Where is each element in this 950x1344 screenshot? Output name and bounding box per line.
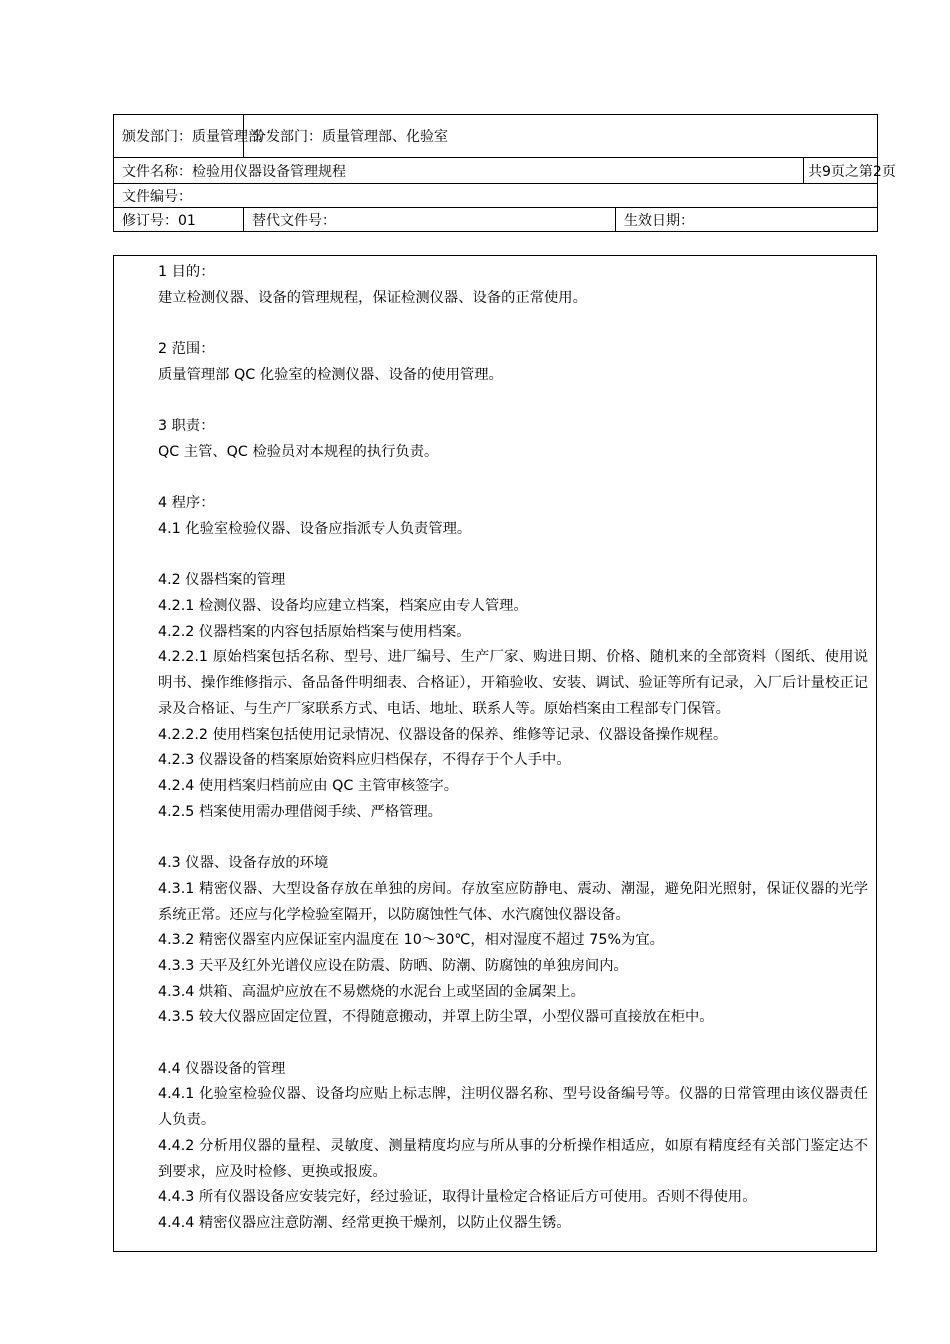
section-paragraph: 4.2.1 检测仪器、设备均应建立档案，档案应由专人管理。 — [158, 598, 528, 615]
section-paragraph: 建立检测仪器、设备的管理规程，保证检测仪器、设备的正常使用。 — [158, 289, 587, 306]
section-paragraph: 4.2.3 仪器设备的档案原始资料应归档保存，不得存于个人手中。 — [158, 752, 571, 769]
section-paragraph: 4.2.2 仪器档案的内容包括原始档案与使用档案。 — [158, 623, 471, 640]
replaces-document: 替代文件号： — [244, 208, 616, 232]
section-paragraph: 4.4.4 精密仪器应注意防潮、经常更换干燥剂，以防止仪器生锈。 — [158, 1214, 571, 1231]
revision-number: 修订号：01 — [114, 208, 244, 232]
section-heading: 1 目的： — [158, 264, 215, 280]
document-number: 文件编号： — [114, 184, 878, 208]
document-body — [113, 255, 877, 1252]
section-paragraph: 4.4.1 化验室检验仪器、设备均应贴上标志牌，注明仪器名称、型号设备编号等。仪器的日常管理由该仪器责任人负责。 — [158, 1086, 868, 1129]
section-gap — [158, 466, 868, 492]
section-heading: 4.2 仪器档案的管理 — [158, 572, 286, 589]
section-heading: 2 范围： — [158, 341, 215, 358]
section-heading: 4.3 仪器、设备存放的环境 — [158, 855, 329, 872]
section-paragraph: 4.3.2 精密仪器室内应保证室内温度在 10～30℃，相对湿度不超过 75%为宜。 — [158, 932, 664, 949]
section-gap — [158, 311, 868, 337]
section-heading: 4 程序： — [158, 495, 215, 512]
document-name: 文件名称：检验用仪器设备管理规程 — [114, 158, 804, 184]
section-gap — [158, 825, 868, 851]
section-heading: 3 职责： — [158, 418, 215, 435]
section-paragraph: 4.3.5 较大仪器应固定位置，不得随意搬动，并罩上防尘罩，小型仪器可直接放在柜中。 — [158, 1009, 714, 1026]
section-gap — [158, 389, 868, 415]
section-paragraph: 质量管理部 QC 化验室的检测仪器、设备的使用管理。 — [158, 366, 503, 383]
section-paragraph: 4.2.2.2 使用档案包括使用记录情况、仪器设备的保养、维修等记录、仪器设备操作规程。 — [158, 726, 728, 743]
section-paragraph: 4.3.3 天平及红外光谱仪应设在防震、防晒、防潮、防腐蚀的单独房间内。 — [158, 957, 628, 974]
effective-date: 生效日期： — [616, 208, 878, 232]
section-paragraph: 4.4.3 所有仪器设备应安装完好，经过验证，取得计量检定合格证后方可使用。否则不得使用。 — [158, 1189, 757, 1206]
issuing-department: 颁发部门：质量管理部 — [114, 115, 244, 158]
section-paragraph: 4.2.5 档案使用需办理借阅手续、严格管理。 — [158, 803, 442, 820]
section-paragraph: 4.2.4 使用档案归档前应由 QC 主管审核签字。 — [158, 778, 458, 794]
section-heading: 4.4 仪器设备的管理 — [158, 1060, 286, 1077]
distribution-department: 分发部门：质量管理部、化验室 — [244, 115, 878, 158]
document-content — [158, 260, 868, 1237]
section-paragraph: 4.3.4 烘箱、高温炉应放在不易燃烧的水泥台上或坚固的金属架上。 — [158, 983, 585, 1000]
section-gap — [158, 1031, 868, 1057]
document-header-table — [113, 114, 896, 232]
section-paragraph: QC 主管、QC 检验员对本规程的执行负责。 — [158, 443, 439, 460]
section-paragraph: 4.2.2.1 原始档案包括名称、型号、进厂编号、生产厂家、购进日期、价格、随机来的全部资料（图纸、使用说明书、操作维修指示、备品备件明细表、合格证），开箱验收、安装、调试、验证等所有记录，入厂后计量校正记录及合格证、与生产厂家联系方式、电话、地址、联系人等。原始档案由工程部专门保管。 — [158, 649, 868, 717]
section-gap — [158, 543, 868, 569]
section-paragraph: 4.1 化验室检验仪器、设备应指派专人负责管理。 — [158, 520, 472, 537]
page-info: 共9页之第2页 — [804, 158, 878, 184]
section-paragraph: 4.4.2 分析用仪器的量程、灵敏度、测量精度均应与所从事的分析操作相适应，如原有精度经有关部门鉴定达不到要求，应及时检修、更换或报废。 — [158, 1137, 868, 1180]
section-paragraph: 4.3.1 精密仪器、大型设备存放在单独的房间。存放室应防静电、震动、潮湿，避免阳光照射，保证仪器的光学系统正常。还应与化学检验室隔开，以防腐蚀性气体、水汽腐蚀仪器设备。 — [158, 880, 868, 923]
